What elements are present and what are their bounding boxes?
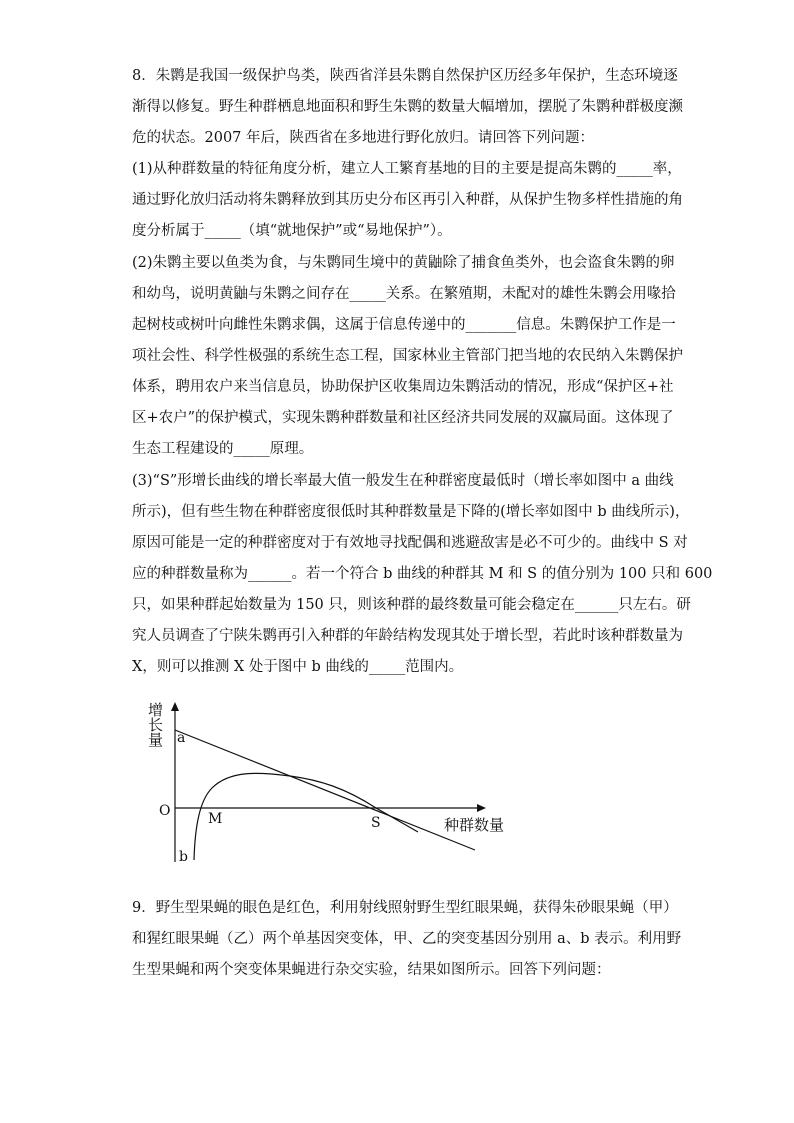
q8-line: 项社会性、科学性极强的系统生态工程，国家林业主管部门把当地的农民纳入朱鹮保护	[132, 348, 683, 364]
q8-line: 危的状态。2007 年后，陕西省在多地进行野化放归。请回答下列问题：	[132, 130, 595, 146]
q8-line: 8．朱鹮是我国一级保护鸟类，陕西省洋县朱鹮自然保护区历经多年保护，生态环境逐	[132, 68, 678, 84]
q8-line: X，则可以推测 X 处于图中 b 曲线的_____范围内。	[132, 659, 464, 675]
curve-b	[194, 773, 418, 860]
y-axis-label: 增长量	[146, 702, 164, 747]
q8-line: 生态工程建设的_____原理。	[132, 441, 314, 457]
q8-line: 所示)，但有些生物在种群密度很低时其种群数量是下降的(增长率如图中 b 曲线所示)，	[132, 504, 690, 520]
q8-line: 原因可能是一定的种群密度对于有效地寻找配偶和逃避敌害是必不可少的。曲线中 S 对	[132, 535, 688, 551]
q8-line: 渐得以修复。野生种群栖息地面积和野生朱鹮的数量大幅增加，摆脱了朱鹮种群极度濒	[132, 99, 683, 115]
growth-curve-figure	[146, 700, 520, 870]
q8-line: 和幼鸟，说明黄鼬与朱鹮之间存在_____关系。在繁殖期，未配对的雄性朱鹮会用喙拾	[132, 286, 676, 302]
label-S: S	[371, 815, 381, 831]
label-a: a	[177, 730, 186, 746]
q8-line: 究人员调查了宁陕朱鹮再引入种群的年龄结构发现其处于增长型，若此时该种群数量为	[132, 628, 683, 644]
q8-line: 应的种群数量称为______。若一个符合 b 曲线的种群其 M 和 S 的值分别为 100 只和 600	[132, 566, 713, 582]
label-M: M	[208, 811, 223, 827]
q9-line: 9．野生型果蝇的眼色是红色，利用射线照射野生型红眼果蝇，获得朱砂眼果蝇（甲）	[132, 900, 678, 916]
q9-line: 生型果蝇和两个突变体果蝇进行杂交实验，结果如图所示。回答下列问题：	[132, 962, 611, 978]
curve-a	[175, 730, 475, 850]
x-axis-arrow	[477, 804, 486, 812]
q8-line: (2)朱鹮主要以鱼类为食，与朱鹮同生境中的黄鼬除了捕食鱼类外，也会盗食朱鹮的卵	[132, 255, 675, 271]
q8-line: 体系，聘用农户来当信息员，协助保护区收集周边朱鹮活动的情况，形成“保护区+社	[132, 379, 674, 395]
q8-line: 只，如果种群起始数量为 150 只，则该种群的最终数量可能会稳定在______只左右。研	[132, 597, 691, 613]
q8-line: 起树枝或树叶向雌性朱鹮求偶，这属于信息传递中的_______信息。朱鹮保护工作是一	[132, 317, 676, 333]
y-axis-arrow	[171, 702, 179, 711]
label-origin: O	[159, 803, 171, 819]
x-axis-label: 种群数量	[444, 816, 505, 834]
label-b: b	[179, 849, 188, 865]
q9-line: 和猩红眼果蝇（乙）两个单基因突变体，甲、乙的突变基因分别用 a、b 表示。利用野	[132, 931, 682, 947]
q8-line: (3)“S”形增长曲线的增长率最大值一般发生在种群密度最低时（增长率如图中 a 曲线	[132, 473, 674, 489]
q8-line: 通过野化放归活动将朱鹮释放到其历史分布区再引入种群，从保护生物多样性措施的角	[132, 192, 683, 208]
q8-line: 区+农户”的保护模式，实现朱鹮种群数量和社区经济共同发展的双赢局面。这体现了	[132, 410, 674, 426]
q8-line: 度分析属于_____（填“就地保护”或“易地保护”）。	[132, 223, 452, 239]
q8-line: (1)从种群数量的特征角度分析，建立人工繁育基地的目的主要是提高朱鹮的_____率，	[132, 161, 682, 177]
